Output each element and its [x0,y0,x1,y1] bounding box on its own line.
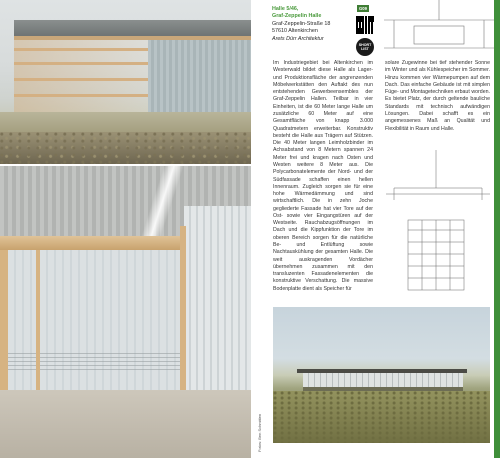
body-text-column-2: solare Zugewinne bei tief stehender Sonne im Winter und als Kühlespeicher im Sommer. Hinzu kommen vier Wärmepumpen auf dem Dach. Das einfache Gebäude ist mit simplen Füge- und Montagetechniken erbaut worden. Es bietet Platz, der durch geltende bauliche Standards mit technisch aufwändigen Lösungen. Dabei schafft es ein angemessenes Maß an Qualität und Flexibilität in Raum und Halle. [385,60,490,132]
project-code-badge: G09 [359,6,367,11]
shortlist-badge [356,38,374,56]
inner-frame [414,26,464,44]
roof-overhang [14,20,251,36]
body-text-column-1: Im Industriegebiet bei Altenkirchen im Westerwald bildet diese Halle als Lager- und Produktionsfläche der angrenzenden Möbelwerkstätten den Auftakt des nun entstehenden Gewerbeensembles der Graf-Zeppelin Hallen. Teilbar in vier Einheiten, ist die 60 Meter lange Halle um zusätzliche 60 Meter auf eine Gesamtfläche von knapp 3.000 Quadratmetern erweiterbar. Konstruktiv besteht die Halle aus Trägern auf Stützen. Die 40 Meter langen Leimholzbinder im Achsabstand von 8 Metern spannen 24 Meter frei und kragen nach Osten und Westen weitere 8 Meter aus. Die Polycarbonatelemente der Nord- und der Südfassade schaffen einen hellen Innenraum. Zugleich sorgen sie für eine hohe Wärmedämmung und sind wirtschaftlich. Die in zehn Joche gegliederte Fassade hat vier Tore auf der Ost- sowie vier Eingangstüren auf der Westseite. Rauchabzugsöffnungen im Dach und die Kippfunktion der Tore im oberen Bereich sorgen für die natürliche Be- und Entlüftung sowie Nachtauskühlung der gesamten Halle. Die weit auskragenden Vordächer übernehmen zusammen mit den transluzenten Fassadenelementen die konstruktive Verschattung. Die massive Bodenplatte dient als Speicher für [273,60,373,292]
project-architect: Arets Dürr Architektur [272,35,324,42]
gravel-foreground [0,132,251,164]
shortlist-line2: LIST [361,47,369,51]
photo-credit: Fotos: Ben Schmitten [257,413,262,452]
concrete-floor [0,390,251,458]
floor-plan-drawing [386,150,490,298]
project-title-line2: Graf-Zeppelin Halle [272,13,322,20]
meadow [273,391,490,443]
translucent-side-wall [184,206,251,390]
timber-beam [14,62,148,65]
timber-column [0,250,8,390]
polycarbonate-facade [148,40,251,112]
project-title-line1: Halle 5/46, [272,6,299,12]
timber-beam [14,48,148,51]
timber-frame [14,40,148,112]
timber-beam [14,78,148,81]
timber-column [180,226,186,390]
side-accent-strip [494,0,500,458]
landscape [0,112,251,132]
rail-lines [0,350,184,370]
interior-photo [0,166,251,458]
hall-facade [303,373,463,387]
project-city: 57610 Altenkirchen [272,28,318,35]
timber-column [36,250,40,390]
qr-code-icon[interactable] [356,16,374,34]
exterior-photo-structure [0,0,251,164]
timber-beam [14,94,148,97]
shortlist-line1: SHORT [358,42,372,47]
section-drawing [384,0,494,58]
project-street: Graf-Zeppelin-Straße 18 [272,20,331,27]
exterior-photo-field [273,307,490,443]
